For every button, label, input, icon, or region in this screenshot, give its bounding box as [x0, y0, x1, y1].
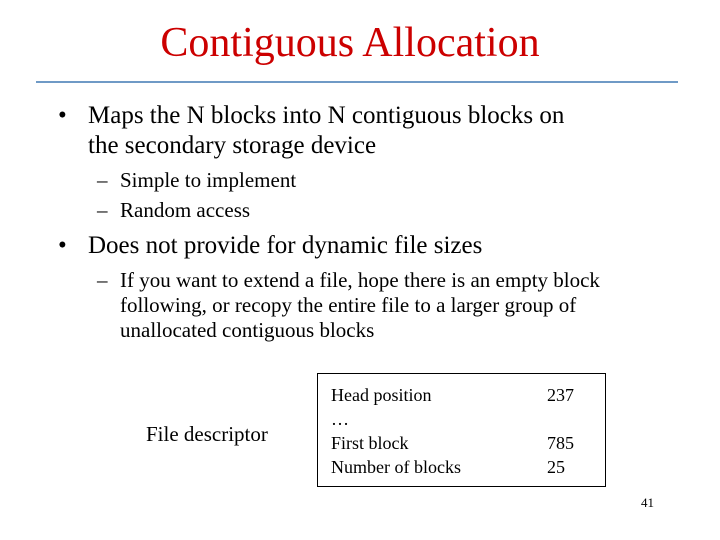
fd-row-value: 237 — [547, 385, 574, 405]
bullet-mark: • — [58, 102, 67, 129]
page-number: 41 — [641, 495, 654, 510]
fd-row-label: Number of blocks — [331, 457, 461, 477]
slide-title: Contiguous Allocation — [160, 20, 540, 66]
file-descriptor-label: File descriptor — [146, 422, 268, 446]
bullet-mark: • — [58, 232, 67, 259]
title-divider — [36, 81, 678, 83]
sub-bullet-mark: – — [97, 268, 108, 292]
bullet-text: Maps the N blocks into N contiguous blocks on — [88, 102, 565, 129]
file-descriptor-box — [317, 373, 606, 487]
sub-bullet-mark: – — [97, 198, 108, 222]
sub-bullet-text: If you want to extend a file, hope there is an empty block following, or recopy the entire file to a larger group of unallocated contiguous blocks — [120, 268, 600, 342]
bullet-text: Does not provide for dynamic file sizes — [88, 232, 483, 259]
sub-bullet-text: Random access — [120, 198, 251, 222]
sub-bullet-mark: – — [97, 168, 108, 192]
bullet-text: the secondary storage device — [88, 132, 377, 159]
fd-row-label: First block — [331, 433, 409, 453]
sub-bullet-text: Simple to implement — [120, 168, 297, 192]
fd-row-value: 785 — [547, 433, 574, 453]
fd-row-label: … — [331, 409, 349, 429]
fd-row-label: Head position — [331, 385, 432, 405]
fd-row-value: 25 — [547, 457, 565, 477]
